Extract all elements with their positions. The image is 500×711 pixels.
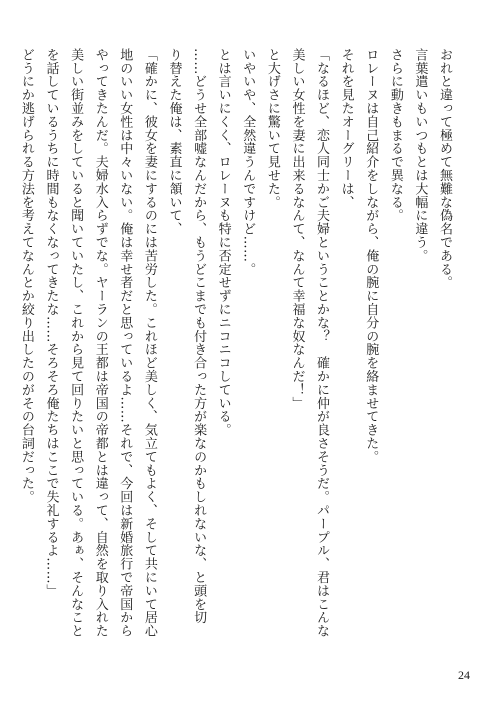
text-line: 「確かに、彼女を妻にするのには苦労した。これほど美しく、気立てもよく、そして共にいて居心 [141, 48, 157, 638]
text-line: を話しているうちに時間もなくなってきたな……そろそろ俺たちはここで失礼するよ……」 [43, 48, 59, 598]
text-line: 言葉遣いもいつもとは大幅に違う。 [412, 48, 428, 263]
text-line: 美しい街並みをしていると聞いていたし、これから見て回りたいと思っている。あぁ、そんなこと [68, 48, 84, 638]
text-line: どうにか逃げられる方法を考えてなんとか絞り出したのがその台詞だった。 [18, 48, 34, 504]
text-line: ……どうせ全部嘘なんだから、もうどこまでも付き合った方が楽なのかもしれないな、と頭を切 [191, 48, 207, 625]
text-line: 地のいい女性は中々いない。俺は幸せ者だと思っているよ……それで、今回は新婚旅行で帝国から [117, 48, 133, 638]
text-line: いやいや、全然違うんですけど……。 [240, 48, 256, 276]
text-line: ロレーヌは自己紹介をしながら、俺の腕に自分の腕を絡ませてきた。 [363, 48, 379, 464]
text-line: おれと違って極めて無難な偽名である。 [437, 48, 452, 290]
text-line: さらに動きもまるで異なる。 [387, 48, 403, 223]
page-number: 24 [458, 668, 470, 682]
text-line: り替えた俺は、素直に頷いて、 [166, 48, 182, 236]
text-line: とは言いにくく、ロレーヌも特に否定せずにニコニコしている。 [215, 48, 231, 437]
text-line: 「なるほど、恋人同士かご夫婦ということかな？ 確かに仲が良さそうだ。パープル、君はこんな [314, 48, 330, 638]
text-line: 美しい女性を妻に出来るなんて、なんて幸福な奴なんだ！」 [289, 48, 305, 410]
text-line: やってきたんだ。夫婦水入らずでな。ヤーランの王都は帝国の帝都とは違って、自然を取り入れた [92, 48, 108, 638]
text-line: それを見たオーグリーは、 [338, 48, 354, 209]
text-line: と大げさに驚いて見せた。 [264, 48, 280, 209]
vertical-text-body [18, 48, 456, 638]
